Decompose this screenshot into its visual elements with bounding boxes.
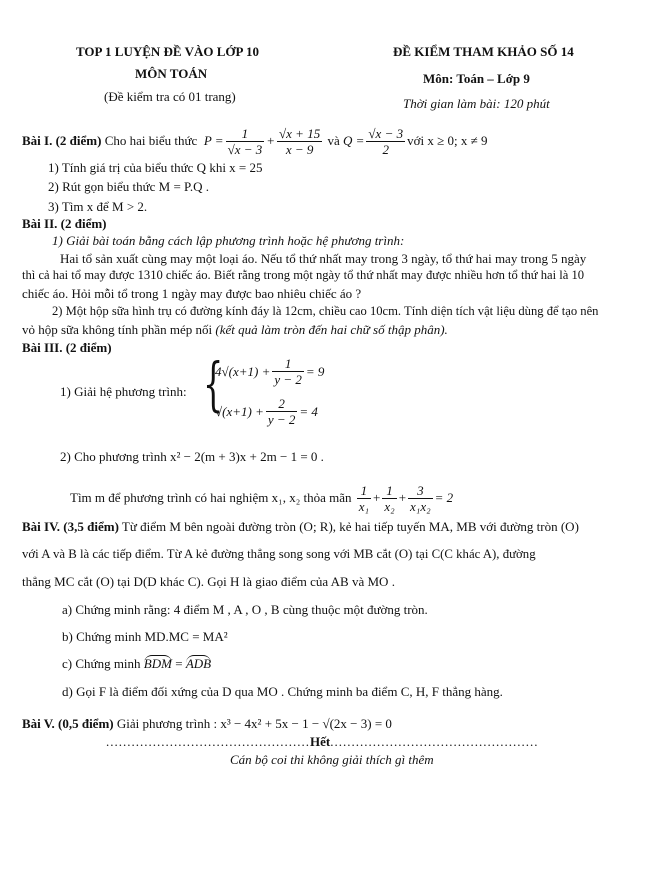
bai5-statement: Bài V. (0,5 điểm) Giải phương trình : x³ − 4x² + 5x − 1 − √(2x − 3) = 0 — [22, 716, 392, 731]
system-brace: { — [203, 350, 224, 418]
bai2-sub1: 1) Giải bài toán bằng cách lập phương trình hoặc hệ phương trình: — [52, 233, 405, 248]
bai3-condition: Tìm m để phương trình có hai nghiệm x₁, x₂ thỏa mãn $\frac{1}{\text{x₁}}$ + $\frac{1}{\text{x₂}}$ + $\frac{3}{\text{x₁x₂}}$ = 2 — [70, 482, 454, 514]
bai2-title: Bài II. (2 điểm) — [22, 216, 107, 231]
bai1-title: Bài I. (2 điểm) — [22, 133, 102, 148]
bai4-part-c: c) Chứng minh BDM = ADB — [62, 656, 212, 671]
bai1-item-1: 1) Tính giá trị của biểu thức Q khi x = 25 — [48, 160, 263, 175]
bai2-p2-line2: vỏ hộp sữa không tính phần mép nối (kết quả làm tròn đến hai chữ số thập phân). — [22, 322, 448, 337]
bai1-p-fraction-1: $\frac{1}{√x - 3}$ — [227, 125, 263, 157]
bai4-line3: thẳng MC cắt (O) tại D(D khác C). Gọi H là giao điểm của AB và MO . — [22, 574, 395, 589]
bai1-condition: với x ≥ 0; x ≠ 9 — [407, 133, 488, 148]
header-left-title: TOP 1 LUYỆN ĐỀ VÀO LỚP 10 — [76, 44, 259, 59]
bai3-item2: 2) Cho phương trình x² − 2(m + 3)x + 2m − 1 = 0 . — [60, 449, 324, 464]
header-time: Thời gian làm bài: 120 phút — [403, 96, 550, 111]
bai4-part-b: b) Chứng minh MD.MC = MA² — [62, 629, 228, 644]
bai4-part-d: d) Gọi F là điểm đối xứng của D qua MO . Chứng minh ba điểm C, H, F thẳng hàng. — [62, 684, 503, 699]
bai1-intro: Cho hai biểu thức — [104, 133, 198, 148]
bai2-p1-line1: Hai tổ sản xuất cùng may một loại áo. Nếu tổ thứ nhất may trong 3 ngày, tổ thứ hai may trong 5 ngày — [60, 251, 587, 266]
bai4-line1: Bài IV. (3,5 điểm) Từ điểm M bên ngoài đường tròn (O; R), kẻ hai tiếp tuyến MA, MB với đường tròn (O) — [22, 519, 579, 534]
bai1-item-2: 2) Rút gọn biểu thức M = P.Q . — [48, 179, 209, 194]
bai1-p-fraction-2: $\frac{√x + 15}{x - 9}$ — [279, 125, 321, 157]
bai1-item-3: 3) Tìm x để M > 2. — [48, 199, 148, 214]
bai2-p1-line3: chiếc áo. Hỏi mỗi tổ trong 1 ngày may được bao nhiêu chiếc áo ? — [22, 286, 362, 301]
footer-note: Cán bộ coi thi không giải thích gì thêm — [230, 752, 434, 767]
bai4-line2: với A và B là các tiếp điểm. Từ A kẻ đường thẳng song song với MB cắt (O) tại C(C khác A), đường — [22, 547, 536, 561]
footer-end-line: ................................................Hết................................................. — [106, 734, 539, 749]
bai1-q-label: Q = — [343, 133, 365, 148]
bai2-p1-line2: thì cả hai tổ may được 1310 chiếc áo. Biết rằng trong một ngày tổ thứ nhất may được nhiều hơn tổ thứ hai là 10 — [22, 268, 585, 282]
header-subject: MÔN TOÁN — [135, 66, 208, 81]
bai1-plus: + — [266, 133, 276, 148]
header-right-title: ĐỀ KIỂM THAM KHẢO SỐ 14 — [393, 44, 574, 59]
bai1-q-fraction: $\frac{√x - 3}{2}$ — [368, 125, 404, 157]
bai2-p2-line1: 2) Một hộp sữa hình trụ có đường kính đáy là 12cm, chiều cao 10cm. Tính diện tích vật liệu dùng để tạo nên — [52, 304, 599, 318]
header-course: Môn: Toán – Lớp 9 — [423, 71, 530, 86]
bai3-eq2: √(x+1) + $\frac{2}{y - 2}$ = 4 — [215, 396, 318, 427]
bai1-and: và — [327, 133, 340, 148]
bai4-part-a: a) Chứng minh rằng: 4 điểm M , A , O , B cùng thuộc một đường tròn. — [62, 602, 428, 617]
header-page-note: (Đề kiểm tra có 01 trang) — [104, 89, 236, 104]
bai1-p-label: P = — [203, 133, 224, 148]
bai3-item1: 1) Giải hệ phương trình: — [60, 384, 187, 399]
bai3-eq1: 4√(x+1) + $\frac{1}{y - 2}$ = 9 — [215, 356, 325, 387]
bai1-statement — [22, 120, 487, 162]
bai3-title: Bài III. (2 điểm) — [22, 340, 112, 355]
